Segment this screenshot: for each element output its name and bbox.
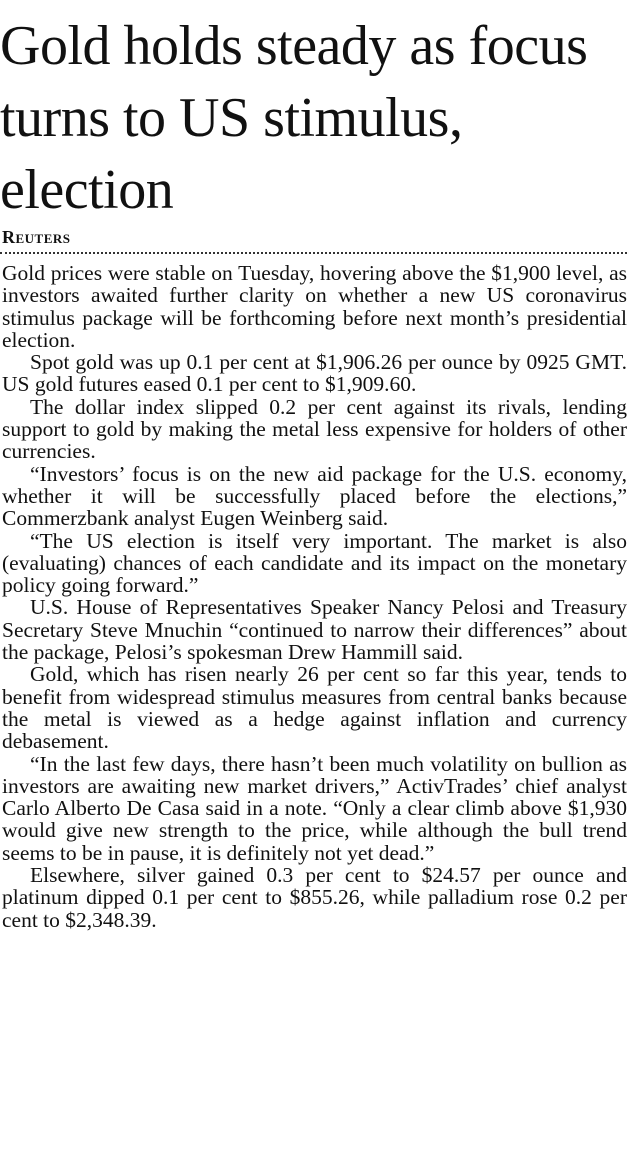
headline: Gold holds steady as focus turns to US stimulus, election [0, 15, 588, 221]
body-paragraph: Elsewhere, silver gained 0.3 per cent to $24.57 per ounce and platinum dipped 0.1 per cent to $855.26, while palladium rose 0.2 per cent to $2,348.39. [2, 863, 627, 932]
body-paragraph: Gold prices were stable on Tuesday, hovering above the $1,900 level, as investors awaited further clarity on whether a new US coronavirus stimulus package will be forthcoming before next month’s presidential election. [2, 261, 627, 352]
body-paragraph: U.S. House of Representatives Speaker Nancy Pelosi and Treasury Secretary Steve Mnuchin “continued to narrow their differences” about the package, Pelosi’s spokesman Drew Hammill said. [2, 595, 627, 665]
body-paragraph: “In the last few days, there hasn’t been much volatility on bullion as investors are awaiting new market drivers,” ActivTrades’ chief analyst Carlo Alberto De Casa said in a note. “Only a clear climb above $1,930 would give new strength to the price, while although the bull trend seems to be in pause, it is definitely not yet dead.” [2, 751, 627, 865]
body-paragraph: The dollar index slipped 0.2 per cent against its rivals, lending support to gold by making the metal less expensive for holders of other currencies. [2, 394, 627, 464]
article-body [0, 262, 629, 931]
body-paragraph: Spot gold was up 0.1 per cent at $1,906.26 per ounce by 0925 GMT. US gold futures eased 0.1 per cent to $1,909.60. [2, 350, 627, 397]
body-paragraph: “The US election is itself very important. The market is also (evaluating) chances of each candidate and its impact on the monetary policy going forward.” [2, 528, 627, 598]
dotted-divider [0, 252, 627, 254]
body-paragraph: Gold, which has risen nearly 26 per cent so far this year, tends to benefit from widespread stimulus measures from central banks because the metal is viewed as a hedge against inflation and currency debasement. [2, 662, 627, 754]
body-paragraph: “Investors’ focus is on the new aid package for the U.S. economy, whether it will be successfully placed before the elections,” Commerzbank analyst Eugen Weinberg said. [2, 461, 627, 531]
byline: Reuters [2, 227, 71, 247]
